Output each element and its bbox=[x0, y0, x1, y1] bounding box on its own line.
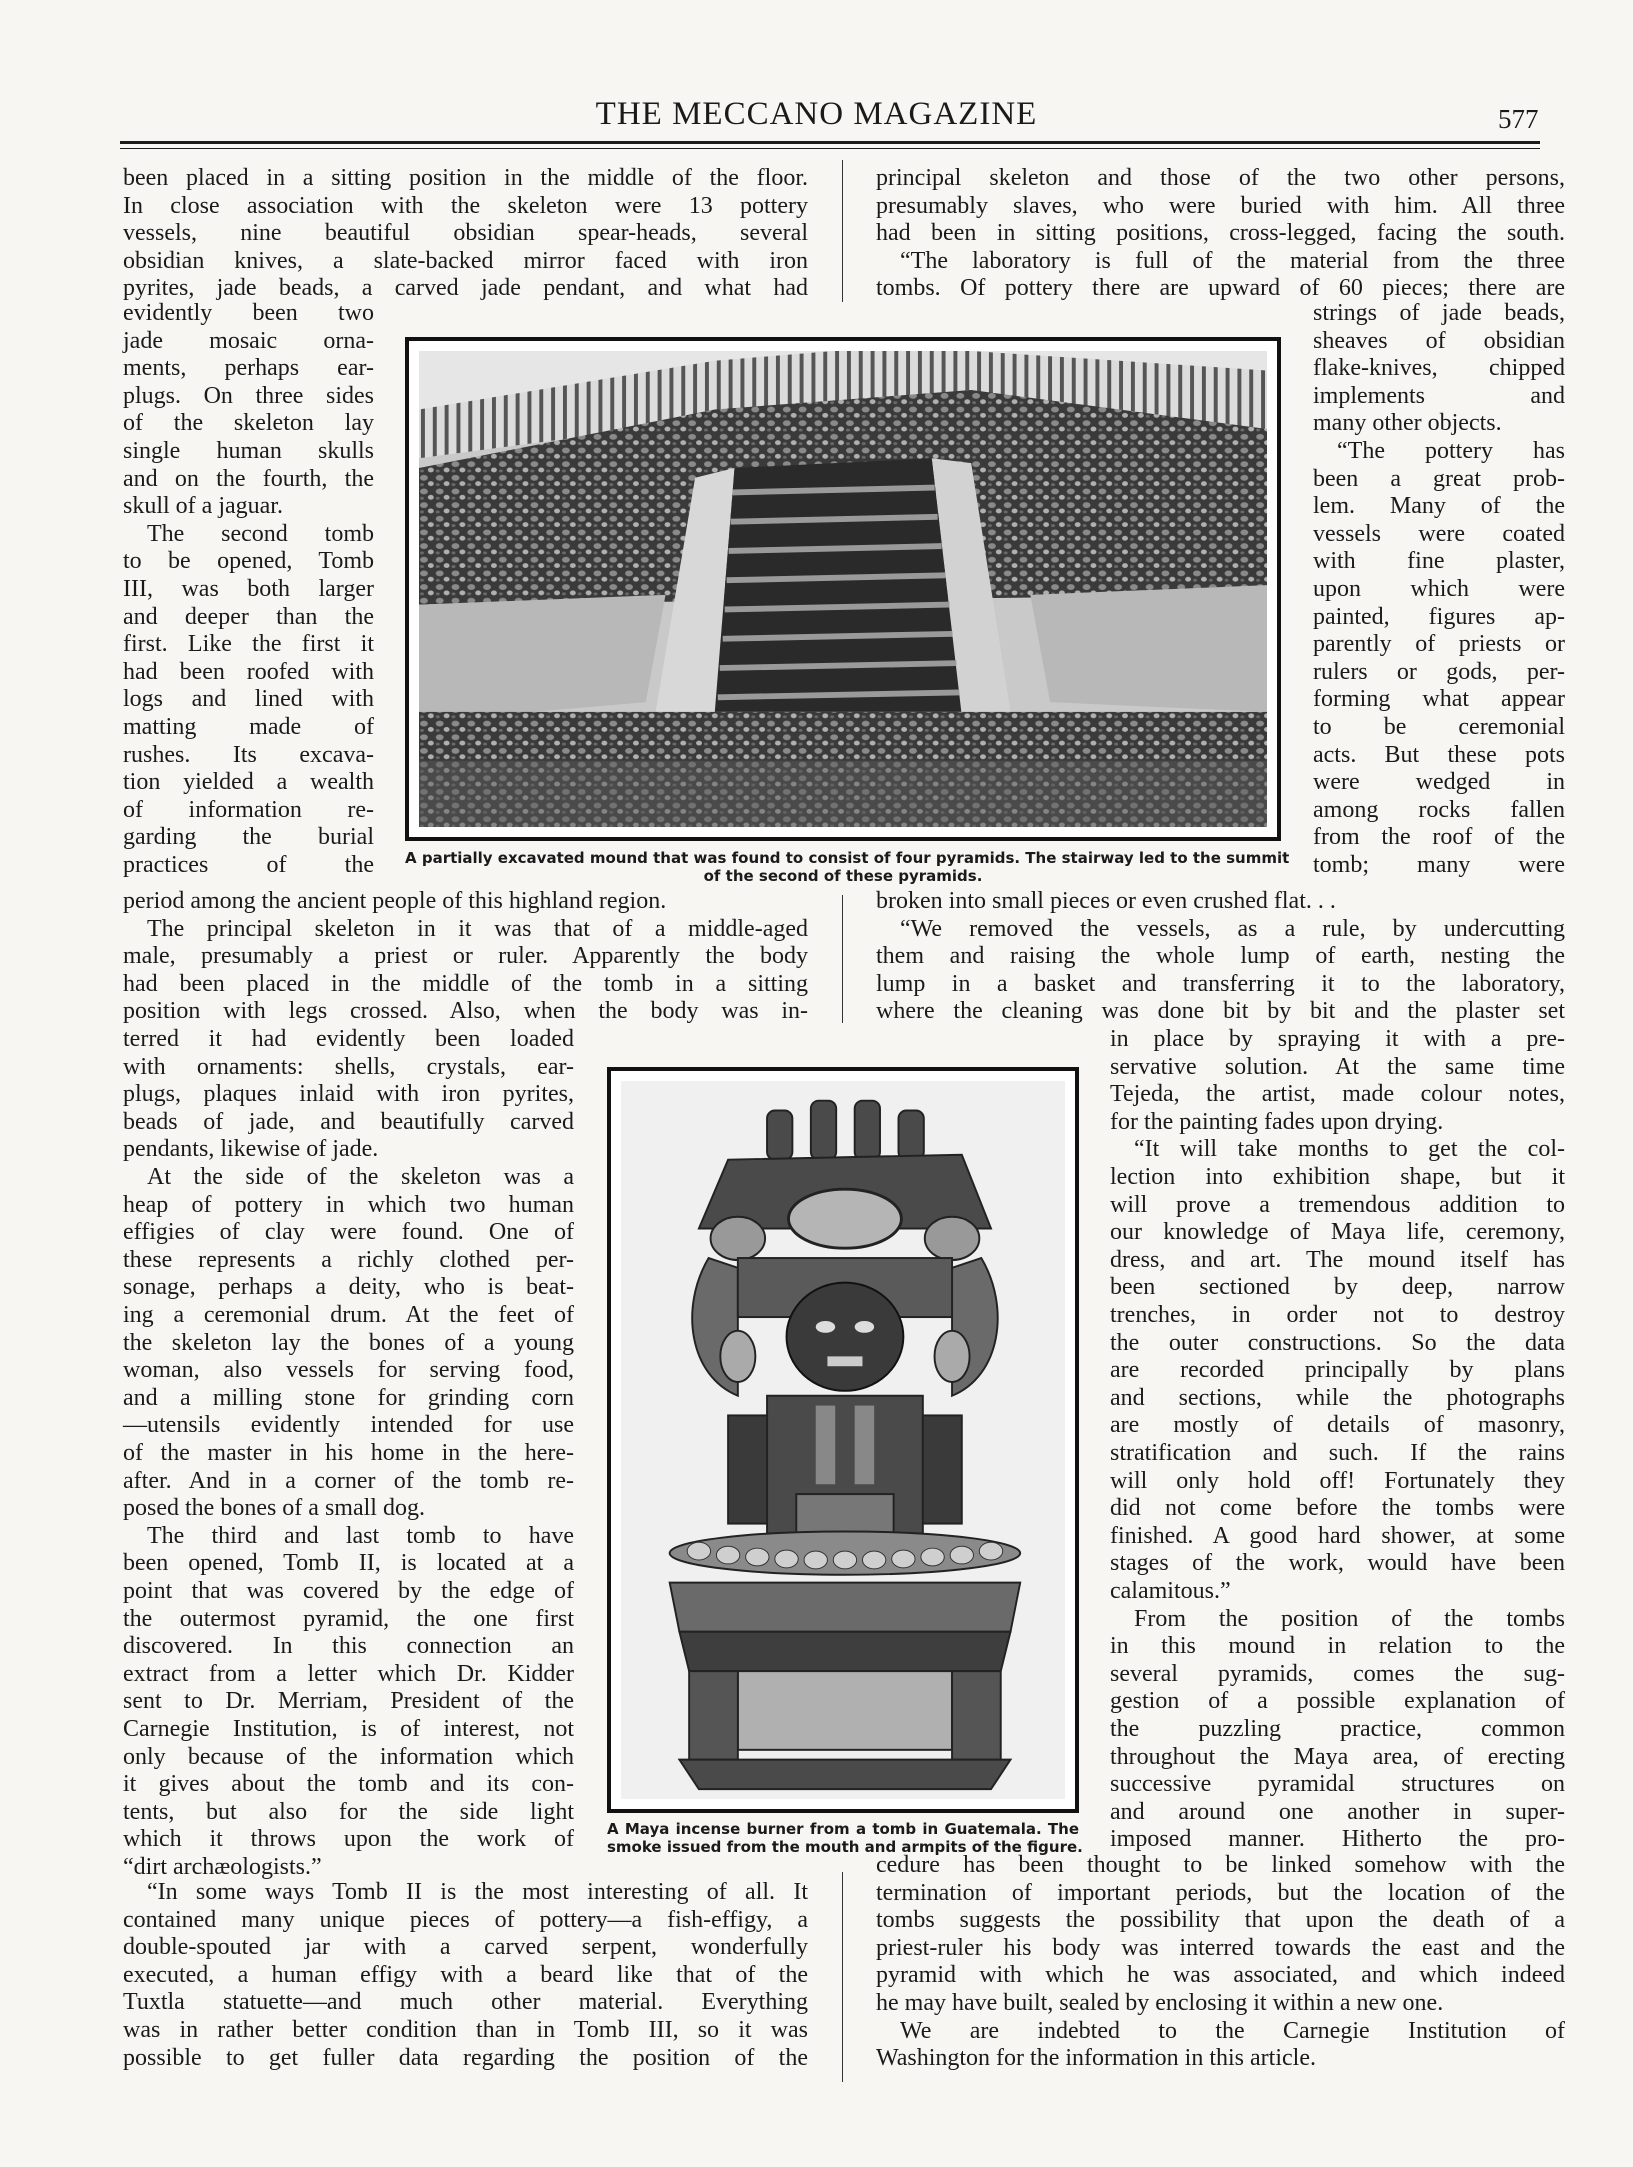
text-line: them and raising the whole lump of earth, nesting the bbox=[876, 943, 1565, 969]
text-line: for the painting fades upon drying. bbox=[1110, 1109, 1444, 1135]
text-line: servative solution. At the same time bbox=[1110, 1054, 1565, 1080]
text-line: possible to get fuller data regarding the position of the bbox=[123, 2045, 808, 2071]
text-line: from the roof of the bbox=[1313, 824, 1565, 850]
text-line: lection into exhibition shape, but it bbox=[1110, 1164, 1565, 1190]
text-line: stratification and such. If the rains bbox=[1110, 1440, 1565, 1466]
text-line: of information re- bbox=[123, 797, 374, 823]
text-line: principal skeleton and those of the two other persons, bbox=[876, 165, 1565, 191]
incense-burner-illustration bbox=[621, 1081, 1065, 1799]
text-line: implements and bbox=[1313, 383, 1565, 409]
text-line: vessels, nine beautiful obsidian spear-heads, several bbox=[123, 220, 808, 246]
text-line: We are indebted to the Carnegie Institution of bbox=[900, 2018, 1565, 2044]
text-line: the puzzling practice, common bbox=[1110, 1716, 1565, 1742]
text-line: acts. But these pots bbox=[1313, 742, 1565, 768]
text-line: The second tomb bbox=[147, 521, 374, 547]
text-line: will prove a tremendous addition to bbox=[1110, 1192, 1565, 1218]
text-line: “The laboratory is full of the material from the three bbox=[900, 248, 1565, 274]
text-line: plugs. On three sides bbox=[123, 383, 374, 409]
text-line: in place by spraying it with a pre- bbox=[1110, 1026, 1565, 1052]
text-line: “In some ways Tomb II is the most interesting of all. It bbox=[147, 1879, 808, 1905]
text-line: tents, but also for the side light bbox=[123, 1799, 574, 1825]
text-line: to be ceremonial bbox=[1313, 714, 1565, 740]
text-line: several pyramids, comes the sug- bbox=[1110, 1661, 1565, 1687]
text-line: “We removed the vessels, as a rule, by undercutting bbox=[900, 916, 1565, 942]
text-line: with ornaments: shells, crystals, ear- bbox=[123, 1054, 574, 1080]
text-line: “The pottery has bbox=[1337, 438, 1565, 464]
text-line: lump in a basket and transferring it to the laboratory, bbox=[876, 971, 1565, 997]
text-line: strings of jade beads, bbox=[1313, 300, 1565, 326]
text-line: At the side of the skeleton was a bbox=[147, 1164, 574, 1190]
text-line: forming what appear bbox=[1313, 686, 1565, 712]
text-line: lem. Many of the bbox=[1313, 493, 1565, 519]
text-line: sent to Dr. Merriam, President of the bbox=[123, 1688, 574, 1714]
text-line: contained many unique pieces of pottery—a fish-effigy, a bbox=[123, 1907, 808, 1933]
text-line: The principal skeleton in it was that of a middle-aged bbox=[147, 916, 808, 942]
text-line: rulers or gods, per- bbox=[1313, 659, 1565, 685]
text-line: are recorded principally by plans bbox=[1110, 1357, 1565, 1383]
text-line: and on the fourth, the bbox=[123, 466, 374, 492]
column-divider bbox=[842, 1872, 843, 2082]
text-line: posed the bones of a small dog. bbox=[123, 1495, 425, 1521]
text-line: many other objects. bbox=[1313, 410, 1502, 436]
text-line: ments, perhaps ear- bbox=[123, 355, 374, 381]
text-line: obsidian knives, a slate-backed mirror faced with iron bbox=[123, 248, 808, 274]
text-line: heap of pottery in which two human bbox=[123, 1192, 574, 1218]
text-line: beads of jade, and beautifully carved bbox=[123, 1109, 574, 1135]
mound-photo bbox=[405, 337, 1281, 841]
text-line: single human skulls bbox=[123, 438, 374, 464]
text-line: in this mound in relation to the bbox=[1110, 1633, 1565, 1659]
text-line: sonage, perhaps a deity, who is beat- bbox=[123, 1274, 574, 1300]
text-line: dress, and art. The mound itself has bbox=[1110, 1247, 1565, 1273]
text-line: where the cleaning was done bit by bit and the plaster set bbox=[876, 998, 1565, 1024]
text-line: evidently been two bbox=[123, 300, 374, 326]
text-line: vessels were coated bbox=[1313, 521, 1565, 547]
text-line: skull of a jaguar. bbox=[123, 493, 283, 519]
text-line: of the master in his home in the here- bbox=[123, 1440, 574, 1466]
text-line: stages of the work, would have been bbox=[1110, 1550, 1565, 1576]
text-line: priest-ruler his body was interred towards the east and the bbox=[876, 1935, 1565, 1961]
text-line: Washington for the information in this article. bbox=[876, 2045, 1316, 2071]
text-line: and around one another in super- bbox=[1110, 1799, 1565, 1825]
header-rule-thin bbox=[120, 148, 1540, 149]
text-line: executed, a human effigy with a beard like that of the bbox=[123, 1962, 808, 1988]
text-line: “dirt archæologists.” bbox=[123, 1854, 322, 1880]
text-line: trenches, in order not to destroy bbox=[1110, 1302, 1565, 1328]
text-line: Tuxtla statuette—and much other material. Everything bbox=[123, 1989, 808, 2015]
text-line: extract from a letter which Dr. Kidder bbox=[123, 1661, 574, 1687]
text-line: these represents a richly clothed per- bbox=[123, 1247, 574, 1273]
text-line: “It will take months to get the col- bbox=[1134, 1136, 1565, 1162]
text-line: finished. A good hard shower, at some bbox=[1110, 1523, 1565, 1549]
text-line: tombs suggests the possibility that upon the death of a bbox=[876, 1907, 1565, 1933]
text-line: pyramid with which he was associated, and which indeed bbox=[876, 1962, 1565, 1988]
text-line: practices of the bbox=[123, 852, 374, 878]
text-line: The third and last tomb to have bbox=[147, 1523, 574, 1549]
text-line: III, was both larger bbox=[123, 576, 374, 602]
text-line: point that was covered by the edge of bbox=[123, 1578, 574, 1604]
text-line: were wedged in bbox=[1313, 769, 1565, 795]
text-line: parently of priests or bbox=[1313, 631, 1565, 657]
magazine-title: THE MECCANO MAGAZINE bbox=[595, 96, 1038, 132]
text-line: only because of the information which bbox=[123, 1744, 574, 1770]
text-line: tombs. Of pottery there are upward of 60 pieces; there are bbox=[876, 275, 1565, 301]
text-line: male, presumably a priest or ruler. Apparently the body bbox=[123, 943, 808, 969]
header-rule bbox=[120, 141, 1540, 144]
text-line: tion yielded a wealth bbox=[123, 769, 374, 795]
text-line: which it throws upon the work of bbox=[123, 1826, 574, 1852]
text-line: with fine plaster, bbox=[1313, 548, 1565, 574]
text-line: had been in sitting positions, cross-legged, facing the south. bbox=[876, 220, 1565, 246]
text-line: throughout the Maya area, of erecting bbox=[1110, 1744, 1565, 1770]
text-line: sheaves of obsidian bbox=[1313, 328, 1565, 354]
text-line: first. Like the first it bbox=[123, 631, 374, 657]
text-line: among rocks fallen bbox=[1313, 797, 1565, 823]
text-line: woman, also vessels for serving food, bbox=[123, 1357, 574, 1383]
text-line: our knowledge of Maya life, ceremony, bbox=[1110, 1219, 1565, 1245]
text-line: been sectioned by deep, narrow bbox=[1110, 1274, 1565, 1300]
text-line: In close association with the skeleton were 13 pottery bbox=[123, 193, 808, 219]
text-line: matting made of bbox=[123, 714, 374, 740]
mound-caption: A partially excavated mound that was found to consist of four pyramids. The stairway led to the summit of the second of these pyramids. bbox=[405, 849, 1290, 885]
text-line: terred it had evidently been loaded bbox=[123, 1026, 574, 1052]
text-line: plugs, plaques inlaid with iron pyrites, bbox=[123, 1081, 574, 1107]
text-line: flake-knives, chipped bbox=[1313, 355, 1565, 381]
text-line: he may have built, sealed by enclosing it within a new one. bbox=[876, 1990, 1444, 2016]
mound-illustration bbox=[419, 351, 1267, 827]
text-line: From the position of the tombs bbox=[1134, 1606, 1565, 1632]
text-line: discovered. In this connection an bbox=[123, 1633, 574, 1659]
text-line: upon which were bbox=[1313, 576, 1565, 602]
text-line: logs and lined with bbox=[123, 686, 374, 712]
text-line: rushes. Its excava- bbox=[123, 742, 374, 768]
column-divider bbox=[842, 895, 843, 1023]
incense-burner-photo bbox=[607, 1067, 1079, 1813]
text-line: it gives about the tomb and its con- bbox=[123, 1771, 574, 1797]
text-line: of the skeleton lay bbox=[123, 410, 374, 436]
text-line: cedure has been thought to be linked somehow with the bbox=[876, 1852, 1565, 1878]
text-line: jade mosaic orna- bbox=[123, 328, 374, 354]
text-line: been a great prob- bbox=[1313, 466, 1565, 492]
text-line: had been placed in the middle of the tomb in a sitting bbox=[123, 971, 808, 997]
text-line: pendants, likewise of jade. bbox=[123, 1136, 379, 1162]
text-line: position with legs crossed. Also, when the body was in- bbox=[123, 998, 808, 1024]
text-line: broken into small pieces or even crushed flat. . . bbox=[876, 888, 1336, 914]
text-line: garding the burial bbox=[123, 824, 374, 850]
text-line: and sections, while the photographs bbox=[1110, 1385, 1565, 1411]
text-line: been opened, Tomb II, is located at a bbox=[123, 1550, 574, 1576]
text-line: did not come before the tombs were bbox=[1110, 1495, 1565, 1521]
text-line: after. And in a corner of the tomb re- bbox=[123, 1468, 574, 1494]
text-line: the skeleton lay the bones of a young bbox=[123, 1330, 574, 1356]
text-line: ing a ceremonial drum. At the feet of bbox=[123, 1302, 574, 1328]
text-line: effigies of clay were found. One of bbox=[123, 1219, 574, 1245]
text-line: gestion of a possible explanation of bbox=[1110, 1688, 1565, 1714]
text-line: double-spouted jar with a carved serpent, wonderfully bbox=[123, 1934, 808, 1960]
text-line: was in rather better condition than in Tomb III, so it was bbox=[123, 2017, 808, 2043]
text-line: the outer constructions. So the data bbox=[1110, 1330, 1565, 1356]
text-line: calamitous.” bbox=[1110, 1578, 1231, 1604]
text-line: Carnegie Institution, is of interest, not bbox=[123, 1716, 574, 1742]
text-line: successive pyramidal structures on bbox=[1110, 1771, 1565, 1797]
page-number: 577 bbox=[1498, 104, 1539, 134]
text-line: are mostly of details of masonry, bbox=[1110, 1412, 1565, 1438]
text-line: termination of important periods, but the location of the bbox=[876, 1880, 1565, 1906]
text-line: the outermost pyramid, the one first bbox=[123, 1606, 574, 1632]
text-line: pyrites, jade beads, a carved jade pendant, and what had bbox=[123, 275, 808, 301]
incense-burner-caption: A Maya incense burner from a tomb in Guatemala. The smoke issued from the mouth and armpits of the figure. bbox=[607, 1820, 1083, 1856]
text-line: —utensils evidently intended for use bbox=[123, 1412, 574, 1438]
text-line: painted, figures ap- bbox=[1313, 604, 1565, 630]
text-line: had been roofed with bbox=[123, 659, 374, 685]
text-line: tomb; many were bbox=[1313, 852, 1565, 878]
text-line: will only hold off! Fortunately they bbox=[1110, 1468, 1565, 1494]
text-line: been placed in a sitting position in the middle of the floor. bbox=[123, 165, 808, 191]
text-line: presumably slaves, who were buried with him. All three bbox=[876, 193, 1565, 219]
text-line: Tejeda, the artist, made colour notes, bbox=[1110, 1081, 1565, 1107]
text-line: imposed manner. Hitherto the pro- bbox=[1110, 1826, 1565, 1852]
text-line: and deeper than the bbox=[123, 604, 374, 630]
column-divider bbox=[842, 160, 843, 302]
text-line: and a milling stone for grinding corn bbox=[123, 1385, 574, 1411]
text-line: to be opened, Tomb bbox=[123, 548, 374, 574]
text-line: period among the ancient people of this highland region. bbox=[123, 888, 667, 914]
